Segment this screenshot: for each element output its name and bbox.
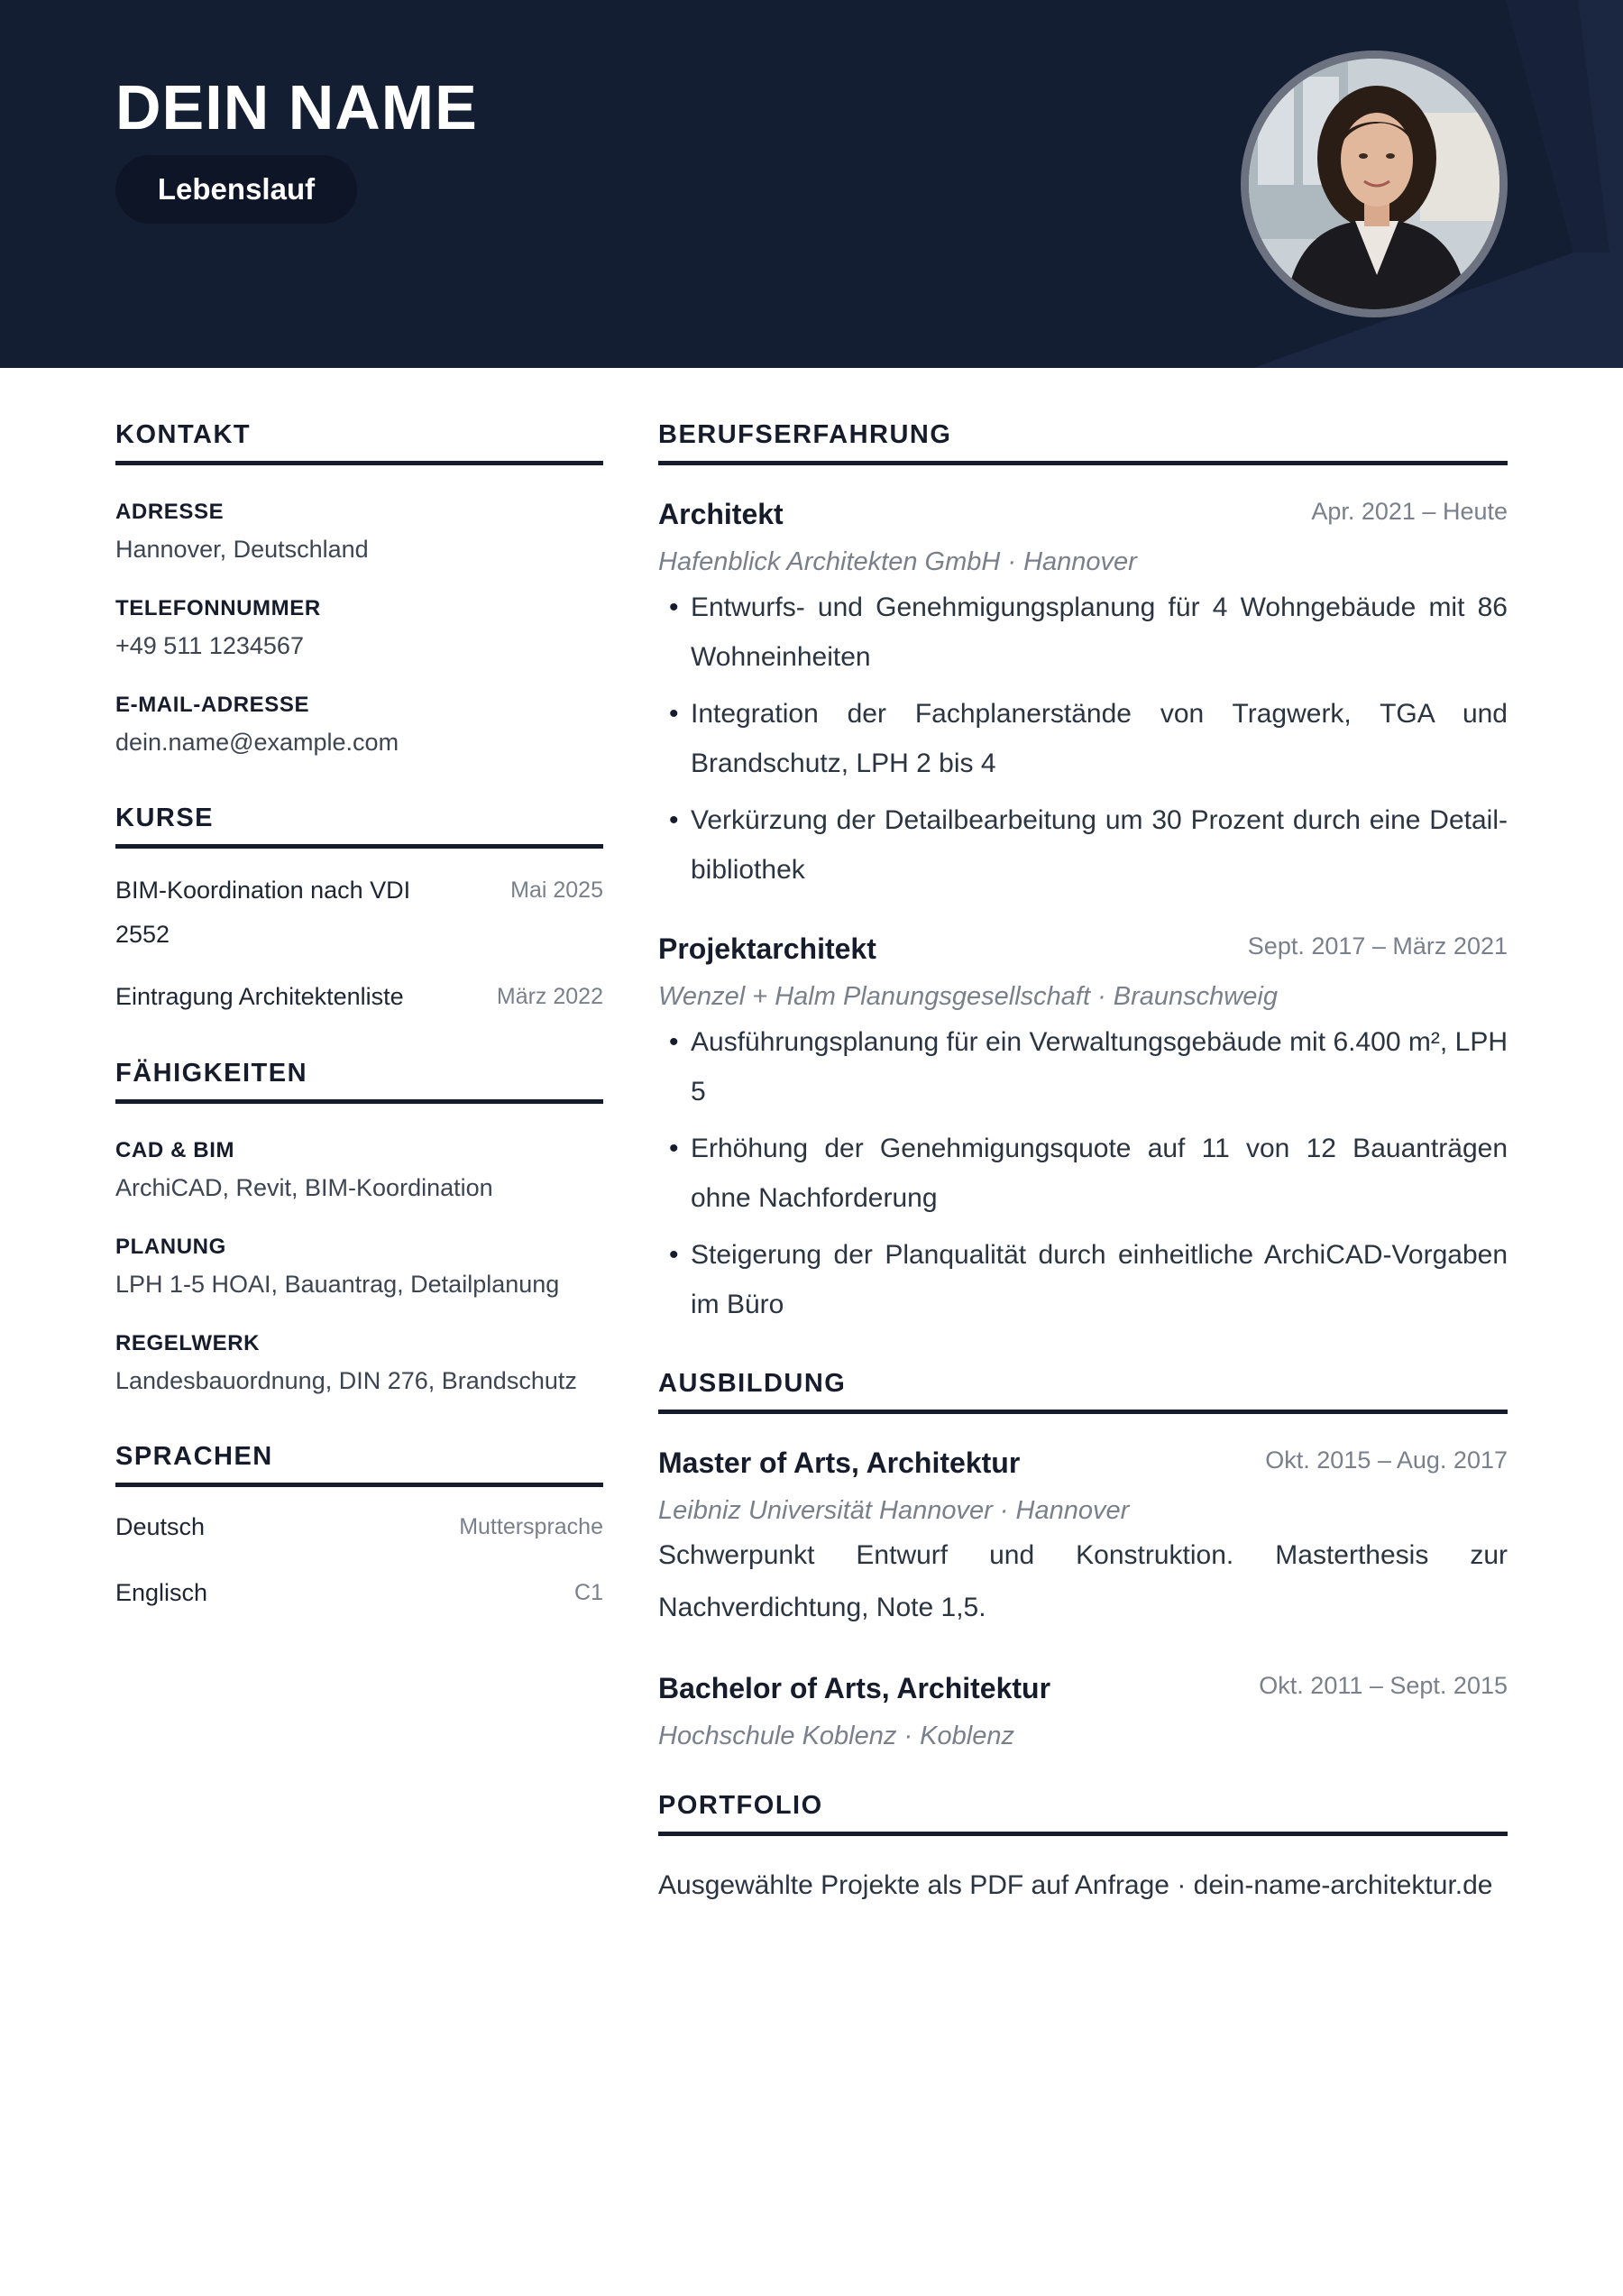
job-title: Projektarchitekt bbox=[658, 932, 876, 965]
job-entry bbox=[658, 932, 1508, 1329]
address-value: Hannover, Deutschland bbox=[115, 536, 369, 563]
skill-label: PLANUNG bbox=[115, 1235, 226, 1259]
email-value: dein.name@example.com bbox=[115, 729, 399, 756]
job-bullets bbox=[658, 1017, 1508, 1329]
main-column bbox=[658, 420, 1508, 1901]
sidebar-column bbox=[115, 420, 603, 1615]
education-description: Schwerpunkt Entwurf und Konstruktion. Masterthesis zur Nachverdichtung, Note 1,5. bbox=[658, 1540, 1508, 1622]
section-title-courses: KURSE bbox=[115, 804, 603, 849]
course-name: BIM-Koordination nach VDI 2552 bbox=[115, 877, 411, 948]
section-title-education: AUSBILDUNG bbox=[658, 1369, 1508, 1414]
section-title-skills: FÄHIGKEITEN bbox=[115, 1059, 603, 1104]
portrait-image bbox=[1249, 59, 1499, 309]
degree-date: Okt. 2011 – Sept. 2015 bbox=[1259, 1672, 1508, 1699]
skill-label: REGELWERK bbox=[115, 1331, 261, 1355]
email-label: E-MAIL-ADRESSE bbox=[115, 693, 310, 717]
header-banner bbox=[0, 0, 1623, 368]
school-name: Leibniz Universität Hannover · Hannover bbox=[658, 1496, 1130, 1525]
language-level: C1 bbox=[574, 1580, 603, 1605]
job-bullet: • Verkürzung der Detailbearbeitung um 30 Prozent durch eine Detail-bibliothek bbox=[658, 795, 1508, 895]
language-level: Muttersprache bbox=[459, 1514, 603, 1539]
course-date: Mai 2025 bbox=[510, 877, 603, 903]
job-date: Sept. 2017 – März 2021 bbox=[1247, 932, 1508, 960]
job-bullets bbox=[658, 583, 1508, 895]
job-bullet: • Steigerung der Planqualität durch einheitliche ArchiCAD-Vorgaben im Büro bbox=[658, 1230, 1508, 1329]
skill-value: Landesbauordnung, DIN 276, Brandschutz bbox=[115, 1367, 577, 1394]
language-name: Englisch bbox=[115, 1579, 208, 1606]
skill-value: ArchiCAD, Revit, BIM-Koordination bbox=[115, 1174, 493, 1201]
skill-value: LPH 1-5 HOAI, Bauantrag, Detailplanung bbox=[115, 1271, 560, 1298]
job-entry bbox=[658, 498, 1508, 895]
job-company: Wenzel + Halm Planungsgesellschaft · Braunschweig bbox=[658, 982, 1278, 1011]
education-entry bbox=[658, 1672, 1508, 1751]
skill-label: CAD & BIM bbox=[115, 1138, 235, 1162]
candidate-name: DEIN NAME bbox=[115, 72, 478, 142]
job-bullet: • Integration der Fachplanerstände von Tragwerk, TGA und Brandschutz, LPH 2 bis 4 bbox=[658, 689, 1508, 788]
phone-value: +49 511 1234567 bbox=[115, 632, 304, 659]
course-name: Eintragung Architektenliste bbox=[115, 983, 404, 1010]
profile-photo bbox=[1241, 51, 1508, 317]
course-date: März 2022 bbox=[496, 984, 603, 1009]
language-item bbox=[115, 1571, 603, 1615]
job-bullet: • Erhöhung der Genehmigungsquote auf 11 von 12 Bauanträgen ohne Nachforderung bbox=[658, 1124, 1508, 1223]
course-item bbox=[115, 975, 603, 1019]
section-title-experience: BERUFSERFAHRUNG bbox=[658, 420, 1508, 465]
section-title-contact: KONTAKT bbox=[115, 420, 603, 465]
address-label: ADRESSE bbox=[115, 500, 225, 524]
job-bullet: • Ausführungsplanung für ein Verwaltungsgebäude mit 6.400 m², LPH 5 bbox=[658, 1017, 1508, 1116]
degree-title: Master of Arts, Architektur bbox=[658, 1446, 1021, 1479]
job-title: Architekt bbox=[658, 498, 784, 530]
education-entry bbox=[658, 1446, 1508, 1634]
degree-title: Bachelor of Arts, Architektur bbox=[658, 1672, 1051, 1704]
school-name: Hochschule Koblenz · Koblenz bbox=[658, 1722, 1014, 1750]
section-title-portfolio: PORTFOLIO bbox=[658, 1791, 1508, 1836]
document-type-badge: Lebenslauf bbox=[115, 155, 357, 224]
phone-label: TELEFONNUMMER bbox=[115, 596, 321, 620]
degree-date: Okt. 2015 – Aug. 2017 bbox=[1265, 1446, 1508, 1474]
course-item bbox=[115, 868, 603, 957]
language-item bbox=[115, 1505, 603, 1549]
job-date: Apr. 2021 – Heute bbox=[1311, 498, 1508, 525]
language-name: Deutsch bbox=[115, 1513, 206, 1540]
job-company: Hafenblick Architekten GmbH · Hannover bbox=[658, 547, 1137, 576]
section-title-languages: SPRACHEN bbox=[115, 1442, 603, 1487]
portfolio-text: Ausgewählte Projekte als PDF auf Anfrage · dein-name-architektur.de bbox=[658, 1870, 1493, 1900]
job-bullet: • Entwurfs- und Genehmigungsplanung für 4 Wohngebäude mit 86 Wohneinheiten bbox=[658, 583, 1508, 682]
